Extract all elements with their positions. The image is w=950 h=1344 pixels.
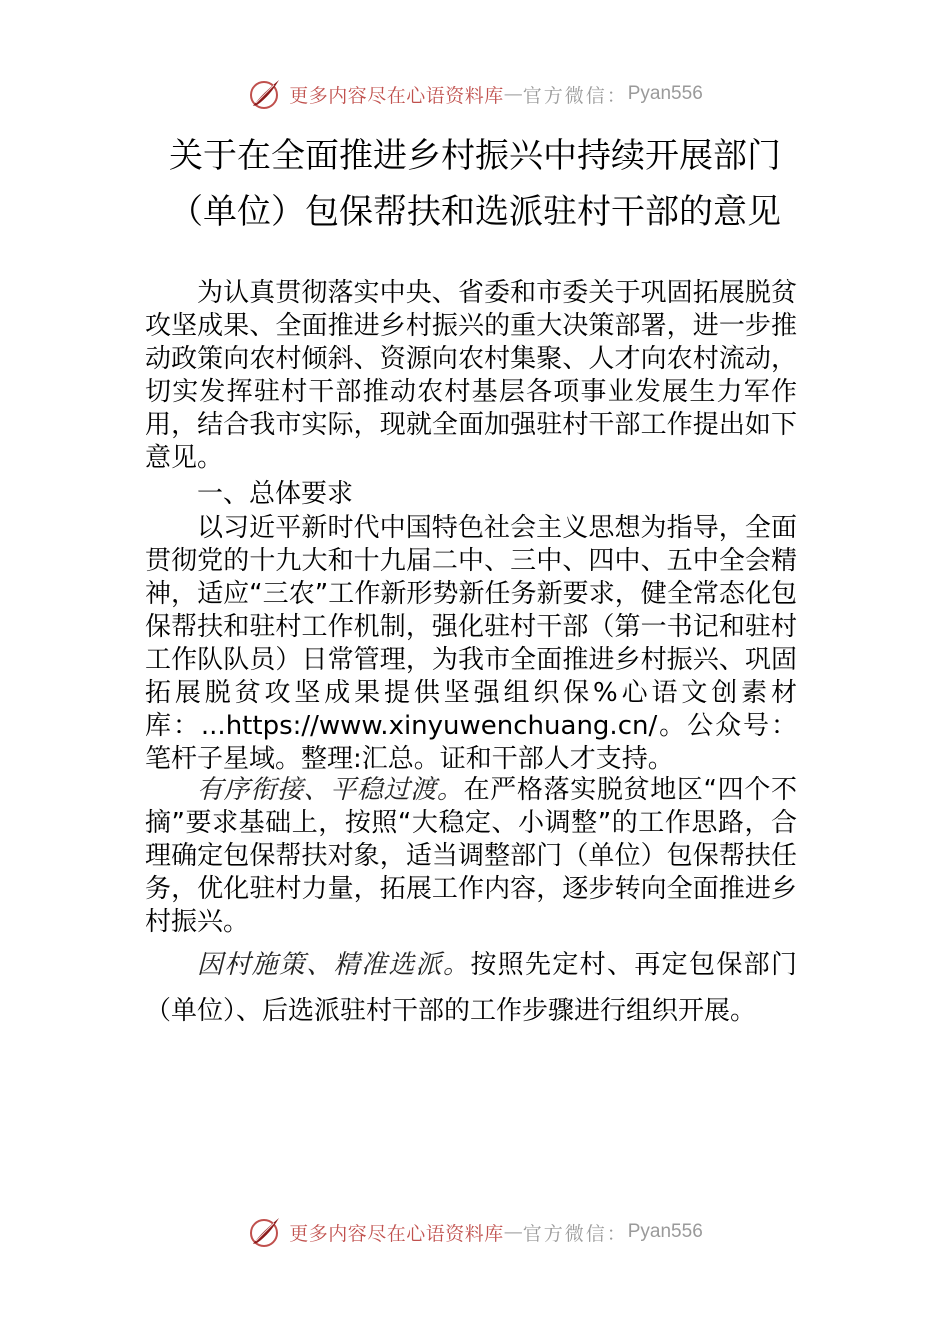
banner-wechat-label: 官方微信： bbox=[522, 84, 628, 107]
principle-1-lead: 有序衔接、平稳过渡。 bbox=[197, 775, 464, 805]
principle-1-body: 在严格落实脱贫地区“四个不摘”要求基础上，按照“大稳定、小调整”的工作思路，合理确定包保帮扶对象，适当调整部门（单位）包保帮扶任务，优化驻村力量，拓展工作内容，逐步转向全面推进乡村振兴。 bbox=[145, 775, 797, 937]
principle-2-body: 按照先定村、再定包保部门（单位）、后选派驻村干部的工作步骤进行组织开展。 bbox=[145, 950, 797, 1026]
banner-dash: — bbox=[503, 1221, 523, 1243]
principle-paragraph-2 bbox=[145, 942, 797, 1034]
intro-paragraph bbox=[145, 277, 797, 475]
footer-banner bbox=[0, 1210, 950, 1254]
banner-wechat-id: Pyan556 bbox=[627, 83, 703, 104]
header-banner bbox=[0, 72, 950, 116]
principle-2-text bbox=[145, 942, 797, 1034]
principle-paragraph-1 bbox=[145, 774, 797, 939]
banner-slogan: 更多内容尽在心语资料库 bbox=[289, 84, 504, 107]
banner-wechat-label: 官方微信： bbox=[522, 1222, 628, 1245]
feather-pen-logo-icon bbox=[247, 1214, 283, 1250]
guiding-paragraph bbox=[145, 512, 797, 776]
feather-pen-logo-icon bbox=[247, 76, 283, 112]
banner-slogan: 更多内容尽在心语资料库 bbox=[289, 1222, 504, 1245]
banner-dash: — bbox=[503, 83, 523, 105]
intro-text: 为认真贯彻落实中央、省委和市委关于巩固拓展脱贫攻坚成果、全面推进乡村振兴的重大决策部署，进一步推动政策向农村倾斜、资源向农村集聚、人才向农村流动，切实发挥驻村干部推动农村基层各项事业发展生力军作用，结合我市实际，现就全面加强驻村干部工作提出如下意见。 bbox=[145, 278, 797, 473]
principle-1-text bbox=[145, 774, 797, 939]
document-title-line-1: 关于在全面推进乡村振兴中持续开展部门 bbox=[169, 136, 781, 176]
banner-wechat-id: Pyan556 bbox=[627, 1221, 703, 1242]
document-title-line-2: （单位）包保帮扶和选派驻村干部的意见 bbox=[169, 192, 781, 232]
principle-2-lead: 因村施策、精准选派。 bbox=[197, 950, 471, 980]
guiding-text: 以习近平新时代中国特色社会主义思想为指导，全面贯彻党的十九大和十九届二中、三中、四中、五中全会精神，适应“三农”工作新形势新任务新要求，健全常态化包保帮扶和驻村工作机制，强化驻村干部（第一书记和驻村工作队队员）日常管理，为我市全面推进乡村振兴、巩固拓展脱贫攻坚成果提供坚强组织保%心语文创素材库：...https://www.xinyuwenchuang.cn/。公众号：笔杆子星域。整理:汇总。证和干部人才支持。 bbox=[145, 513, 797, 774]
section-heading-text: 一、总体要求 bbox=[197, 479, 354, 509]
section-heading-1 bbox=[145, 478, 797, 511]
